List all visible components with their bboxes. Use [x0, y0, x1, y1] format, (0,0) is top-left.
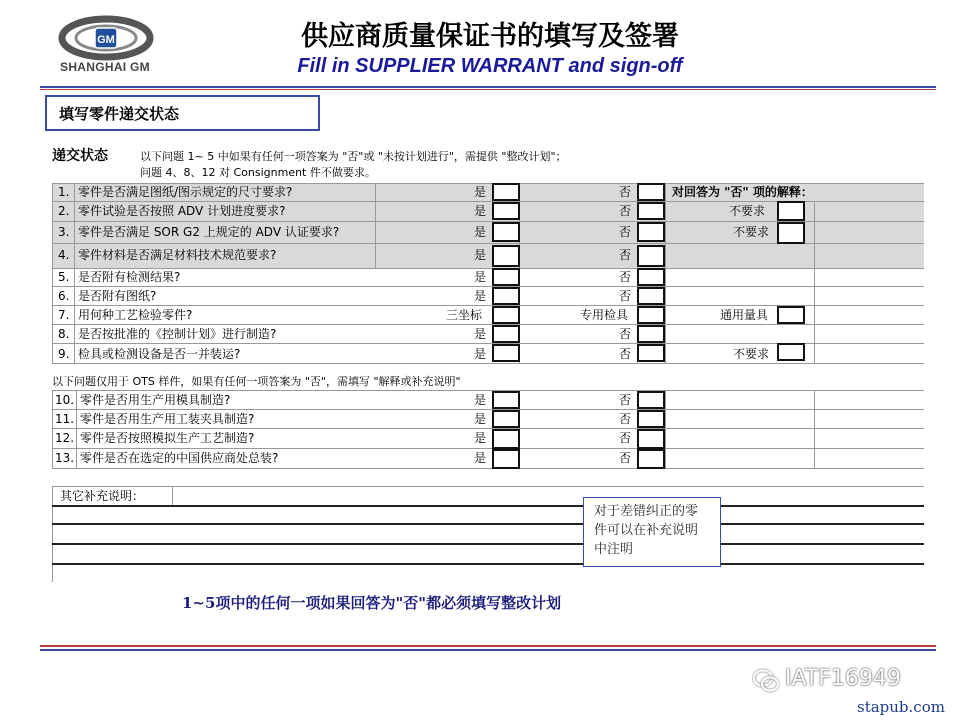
grid-line — [52, 428, 924, 429]
form-heading: 递交状态 — [52, 148, 108, 164]
yes-checkbox[interactable] — [492, 410, 520, 428]
cmm-checkbox[interactable] — [492, 306, 520, 324]
no-checkbox[interactable] — [637, 325, 665, 343]
grid-line — [52, 286, 924, 287]
rectification-note: 1~5项中的任何一项如果回答为"否"都必须填写整改计划 — [182, 594, 562, 612]
question-text: 是否附有图纸? — [78, 289, 157, 303]
no-label: 否 — [619, 248, 632, 262]
yes-label: 是 — [474, 451, 487, 465]
row-number: 7. — [58, 308, 70, 322]
no-label: 否 — [619, 204, 632, 218]
grid-line — [172, 486, 173, 506]
grid-line — [665, 183, 666, 363]
yes-checkbox[interactable] — [492, 202, 520, 220]
yes-checkbox[interactable] — [492, 449, 520, 469]
correction-callout — [583, 497, 721, 567]
row-number: 9. — [58, 347, 70, 361]
no-label: 否 — [619, 225, 632, 239]
remarks-line[interactable] — [52, 505, 924, 507]
yes-label: 是 — [474, 393, 487, 407]
remarks-line[interactable] — [52, 563, 924, 565]
yes-checkbox[interactable] — [492, 429, 520, 449]
option-general-gauge-label: 通用量具 — [720, 308, 769, 322]
grid-line — [52, 468, 924, 469]
grid-line — [52, 486, 53, 582]
yes-checkbox[interactable] — [492, 222, 520, 242]
row-number: 1. — [58, 185, 70, 199]
row-number: 6. — [58, 289, 70, 303]
not-required-checkbox[interactable] — [777, 222, 805, 244]
row-number: 11. — [55, 412, 75, 426]
no-checkbox[interactable] — [637, 202, 665, 220]
grid-line — [52, 324, 924, 325]
special-gauge-checkbox[interactable] — [637, 306, 665, 324]
question-text: 检具或检测设备是否一并装运? — [78, 347, 241, 361]
no-label: 否 — [619, 393, 632, 407]
page-subtitle: Fill in SUPPLIER WARRANT and sign-off — [297, 55, 683, 77]
yes-label: 是 — [474, 225, 487, 239]
question-text: 零件是否满足图纸/图示规定的尺寸要求? — [78, 185, 293, 199]
question-text: 零件是否按照模拟生产工艺制造? — [80, 431, 255, 445]
grid-line — [52, 363, 924, 364]
explain-header: 对回答为 "否" 项的解释： — [672, 185, 813, 199]
no-label: 否 — [619, 185, 632, 199]
svg-text:GM: GM — [97, 34, 115, 46]
watermark-text: IATF16949 — [785, 666, 901, 691]
yes-checkbox[interactable] — [492, 287, 520, 305]
yes-label: 是 — [474, 248, 487, 262]
no-checkbox[interactable] — [637, 449, 665, 469]
yes-checkbox[interactable] — [492, 325, 520, 343]
grid-line — [814, 201, 815, 363]
row-number: 8. — [58, 327, 70, 341]
grid-line — [52, 268, 924, 269]
grid-line — [52, 409, 924, 410]
row-number: 13. — [55, 451, 75, 465]
question-text: 零件材料是否满足材料技术规范要求? — [78, 248, 277, 262]
grid-line — [52, 183, 924, 184]
no-label: 否 — [619, 431, 632, 445]
question-text: 是否附有检测结果? — [78, 270, 181, 284]
no-checkbox[interactable] — [637, 391, 665, 409]
row-number: 4. — [58, 248, 70, 262]
yes-label: 是 — [474, 204, 487, 218]
yes-label: 是 — [474, 327, 487, 341]
question-text: 零件是否满足 SOR G2 上规定的 ADV 认证要求? — [78, 225, 340, 239]
no-checkbox[interactable] — [637, 344, 665, 362]
no-checkbox[interactable] — [637, 429, 665, 449]
no-label: 否 — [619, 412, 632, 426]
question-text: 零件是否在选定的中国供应商处总装? — [80, 451, 279, 465]
logo-text: SHANGHAI GM — [60, 60, 150, 74]
grid-line — [74, 183, 75, 363]
remarks-label: 其它补充说明： — [60, 489, 145, 503]
no-label: 否 — [619, 270, 632, 284]
row-number: 5. — [58, 270, 70, 284]
form-instruction-1: 以下问题 1~ 5 中如果有任何一项答案为 "否"或 "未按计划进行"，需提供 "整改计划"； — [140, 150, 567, 163]
general-gauge-checkbox[interactable] — [777, 306, 805, 324]
yes-label: 是 — [474, 431, 487, 445]
yes-checkbox[interactable] — [492, 183, 520, 201]
yes-checkbox[interactable] — [492, 245, 520, 267]
no-checkbox[interactable] — [637, 268, 665, 286]
grid-line — [52, 390, 53, 468]
site-link[interactable]: stapub.com — [857, 698, 945, 716]
no-label: 否 — [619, 451, 632, 465]
yes-label: 是 — [474, 289, 487, 303]
grid-line — [52, 486, 924, 487]
footer-rule-blue — [40, 649, 936, 651]
no-checkbox[interactable] — [637, 222, 665, 242]
question-text: 用何种工艺检验零件? — [78, 308, 193, 322]
grid-line — [665, 390, 666, 468]
not-required-label: 不要求 — [733, 225, 770, 239]
grid-line — [375, 183, 376, 268]
no-checkbox[interactable] — [637, 183, 665, 201]
footer-rule-red — [40, 645, 936, 647]
yes-checkbox[interactable] — [492, 344, 520, 362]
yes-checkbox[interactable] — [492, 268, 520, 286]
grid-line — [814, 390, 815, 468]
row-number: 10. — [55, 393, 75, 407]
no-label: 否 — [619, 347, 632, 361]
not-required-label: 不要求 — [729, 204, 766, 218]
callout-text: 对于差错纠正的零件可以在补充说明中注明 — [594, 504, 699, 557]
no-checkbox[interactable] — [637, 245, 665, 267]
no-label: 否 — [619, 289, 632, 303]
row-number: 2. — [58, 204, 70, 218]
row-number: 3. — [58, 225, 70, 239]
grid-line — [76, 390, 77, 468]
form-instruction-2: 问题 4、8、12 对 Consignment 件不做要求。 — [140, 166, 376, 179]
not-required-checkbox[interactable] — [777, 201, 805, 221]
option-cmm-label: 三坐标 — [446, 308, 483, 322]
grid-line — [52, 448, 924, 449]
not-required-label: 不要求 — [733, 347, 770, 361]
page-title: 供应商质量保证书的填写及签署 — [301, 21, 679, 52]
section-title-box: 填写零件递交状态 — [45, 95, 320, 131]
yes-label: 是 — [474, 185, 487, 199]
option-special-gauge-label: 专用检具 — [580, 308, 629, 322]
grid-line — [52, 183, 53, 363]
yes-label: 是 — [474, 412, 487, 426]
remarks-line[interactable] — [52, 523, 924, 525]
question-text: 是否按批准的《控制计划》进行制造? — [78, 327, 277, 341]
no-checkbox[interactable] — [637, 287, 665, 305]
question-text: 零件是否用生产用工装夹具制造? — [80, 412, 255, 426]
no-label: 否 — [619, 327, 632, 341]
yes-label: 是 — [474, 270, 487, 284]
grid-line — [52, 390, 924, 391]
yes-label: 是 — [474, 347, 487, 361]
wechat-icon — [752, 668, 780, 694]
row-number: 12. — [55, 431, 75, 445]
ots-instruction: 以下问题仅用于 OTS 样件，如果有任何一项答案为 "否"，需填写 "解释或补充说明" — [52, 375, 461, 388]
question-text: 零件试验是否按照 ADV 计划进度要求? — [78, 204, 286, 218]
question-text: 零件是否用生产用模具制造? — [80, 393, 231, 407]
not-required-checkbox[interactable] — [777, 343, 805, 361]
yes-checkbox[interactable] — [492, 391, 520, 409]
no-checkbox[interactable] — [637, 410, 665, 428]
remarks-line[interactable] — [52, 543, 924, 545]
